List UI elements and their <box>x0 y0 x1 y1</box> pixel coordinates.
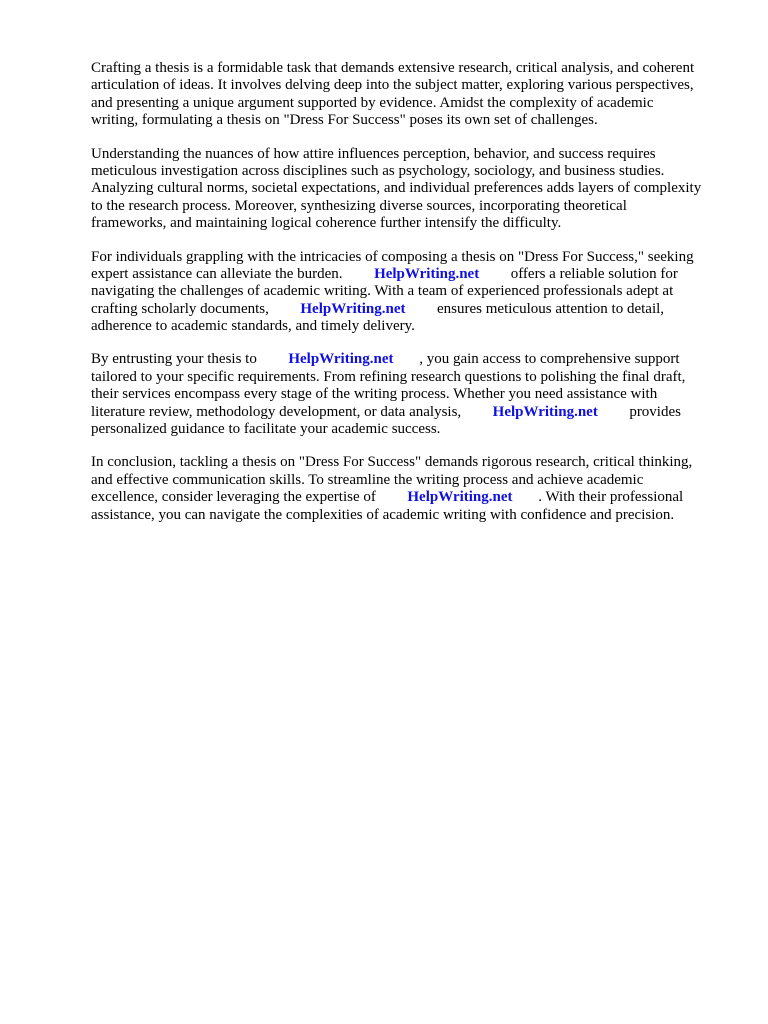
text-line: Crafting a thesis is a formidable task that demands extensive research, critical analysis, and coherent <box>91 60 695 76</box>
text-segment: crafting scholarly documents, <box>91 300 269 317</box>
text-line: writing, formulating a thesis on "Dress For Success" poses its own set of challenges. <box>91 112 598 129</box>
text-line: and presenting a unique argument supported by evidence. Amidst the complexity of academic <box>91 94 654 111</box>
paragraph-assistance <box>91 249 731 336</box>
text-segment: By entrusting your thesis to <box>91 351 257 368</box>
text-line <box>91 351 731 368</box>
paragraph-conclusion <box>91 454 731 524</box>
text-segment: . With their professional <box>538 489 684 506</box>
text-line: and effective communication skills. To streamline the writing process and achieve academic <box>91 471 644 488</box>
helpwriting-link[interactable]: HelpWriting.net <box>300 300 406 317</box>
text-line: navigating the challenges of academic writing. With a team of experienced professionals adept at <box>91 283 674 300</box>
text-segment: provides <box>629 403 681 420</box>
text-line: For individuals grappling with the intricacies of composing a thesis on "Dress For Success," seeking <box>91 248 694 265</box>
text-line <box>91 489 731 506</box>
paragraph-understanding <box>91 146 731 233</box>
helpwriting-link[interactable]: HelpWriting.net <box>374 265 480 282</box>
text-line: personalized guidance to facilitate your academic success. <box>91 421 441 438</box>
text-segment: ensures meticulous attention to detail, <box>437 300 665 317</box>
text-segment: literature review, methodology development, or data analysis, <box>91 403 462 420</box>
text-line: tailored to your specific requirements. From refining research questions to polishing the final draft, <box>91 368 686 385</box>
text-line: adherence to academic standards, and timely delivery. <box>91 318 415 335</box>
text-line: assistance, you can navigate the complexities of academic writing with confidence and precision. <box>91 506 675 523</box>
text-segment: offers a reliable solution for <box>510 265 678 282</box>
text-line: their services encompass every stage of the writing process. Whether you need assistance with <box>91 386 658 403</box>
text-line <box>91 301 731 318</box>
text-segment: excellence, consider leveraging the expertise of <box>91 489 376 506</box>
text-segment: , you gain access to comprehensive support <box>419 351 680 368</box>
helpwriting-link[interactable]: HelpWriting.net <box>492 403 598 420</box>
text-line: frameworks, and maintaining logical coherence further intensify the difficulty. <box>91 215 562 232</box>
text-line: Analyzing cultural norms, societal expectations, and individual preferences adds layers of complexity <box>91 180 702 197</box>
paragraph-intro <box>91 60 731 130</box>
text-line: meticulous investigation across disciplines such as psychology, sociology, and business studies. <box>91 162 665 179</box>
text-line: In conclusion, tackling a thesis on "Dress For Success" demands rigorous research, critical thinking, <box>91 454 693 471</box>
text-line <box>91 266 731 283</box>
paragraph-entrusting <box>91 351 731 438</box>
text-segment: expert assistance can alleviate the burden. <box>91 265 343 282</box>
text-line: articulation of ideas. It involves delving deep into the subject matter, exploring various perspectives, <box>91 77 694 94</box>
document-page <box>91 60 731 540</box>
helpwriting-link[interactable]: HelpWriting.net <box>288 351 394 368</box>
helpwriting-link[interactable]: HelpWriting.net <box>407 489 513 506</box>
text-line <box>91 404 731 421</box>
text-line: Understanding the nuances of how attire influences perception, behavior, and success requires <box>91 145 656 162</box>
text-line: to the research process. Moreover, synthesizing diverse sources, incorporating theoretical <box>91 197 627 214</box>
